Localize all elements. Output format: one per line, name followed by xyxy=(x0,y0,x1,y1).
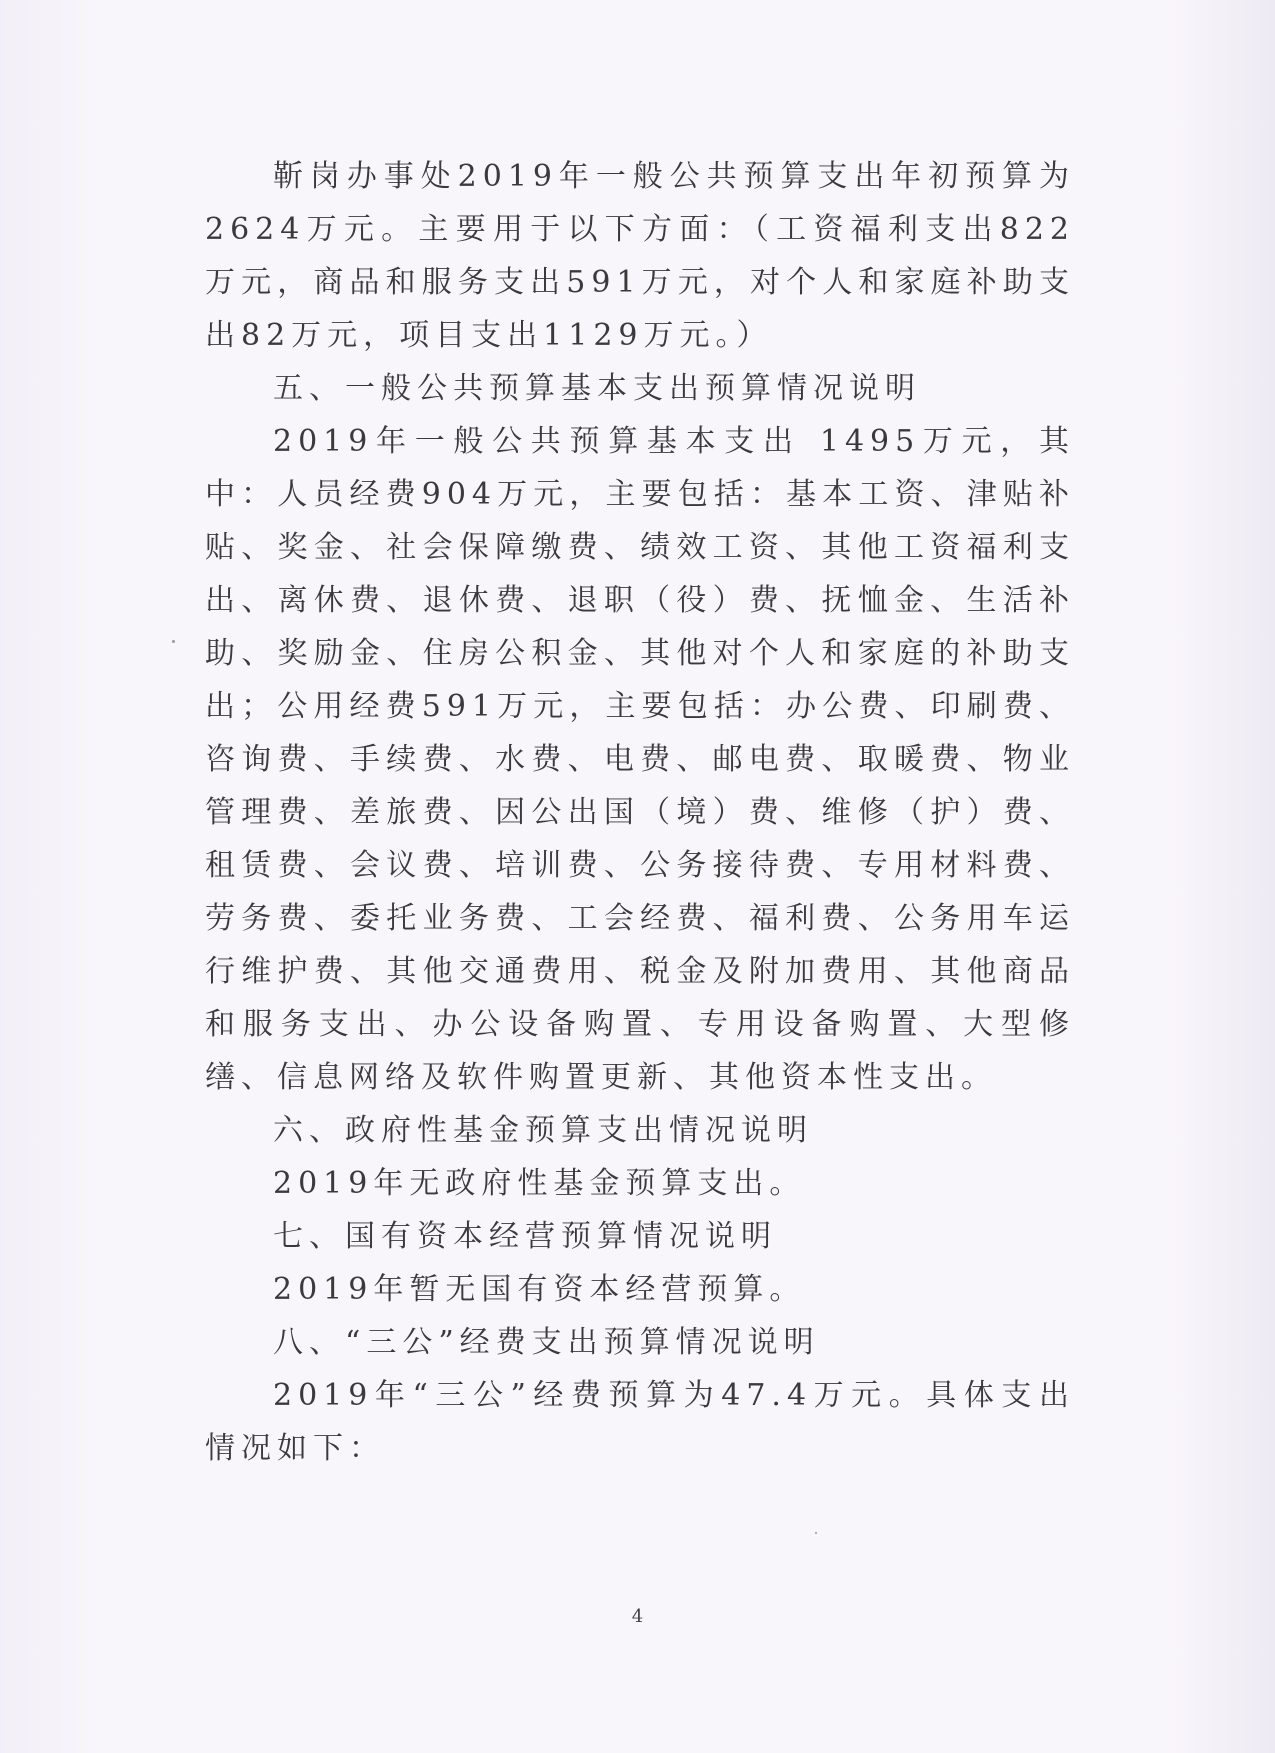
heading-section-7: 七、国有资本经营预算情况说明 xyxy=(273,1219,777,1254)
paragraph-government-fund: 2019年无政府性基金预算支出。 xyxy=(273,1166,806,1201)
heading-section-8: 八、“三公”经费支出预算情况说明 xyxy=(273,1325,820,1360)
paragraph-three-public-expenses: 2019年“三公”经费预算为47.4万元。具体支出情况如下： xyxy=(205,1378,1075,1466)
document-body xyxy=(205,150,1075,1475)
scan-speck xyxy=(815,1532,817,1534)
page-number: 4 xyxy=(631,1606,644,1627)
paragraph-state-capital: 2019年暂无国有资本经营预算。 xyxy=(273,1272,806,1307)
scan-speck xyxy=(172,640,175,643)
heading-section-5: 五、一般公共预算基本支出预算情况说明 xyxy=(273,371,921,406)
paragraph-basic-expenditure: 2019年一般公共预算基本支出 1495万元，其中：人员经费904万元，主要包括：基本工资、津贴补贴、奖金、社会保障缴费、绩效工资、其他工资福利支出、离休费、退休费、退职（役）费、抚恤金、生活补助、奖励金、住房公积金、其他对个人和家庭的补助支出；公用经费591万元，主要包括：办公费、印刷费、咨询费、手续费、水费、电费、邮电费、取暖费、物业管理费、差旅费、因公出国（境）费、维修（护）费、租赁费、会议费、培训费、公务接待费、专用材料费、劳务费、委托业务费、工会经费、福利费、公务用车运行维护费、其他交通费用、税金及附加费用、其他商品和服务支出、办公设备购置、专用设备购置、大型修缮、信息网络及软件购置更新、其他资本性支出。 xyxy=(205,424,1075,1095)
heading-section-6: 六、政府性基金预算支出情况说明 xyxy=(273,1113,813,1148)
paragraph-budget-overview: 靳岗办事处2019年一般公共预算支出年初预算为 2624万元。主要用于以下方面：（工资福利支出822万元，商品和服务支出591万元，对个人和家庭补助支出82万元，项目支出1129万元。） xyxy=(205,159,1075,353)
